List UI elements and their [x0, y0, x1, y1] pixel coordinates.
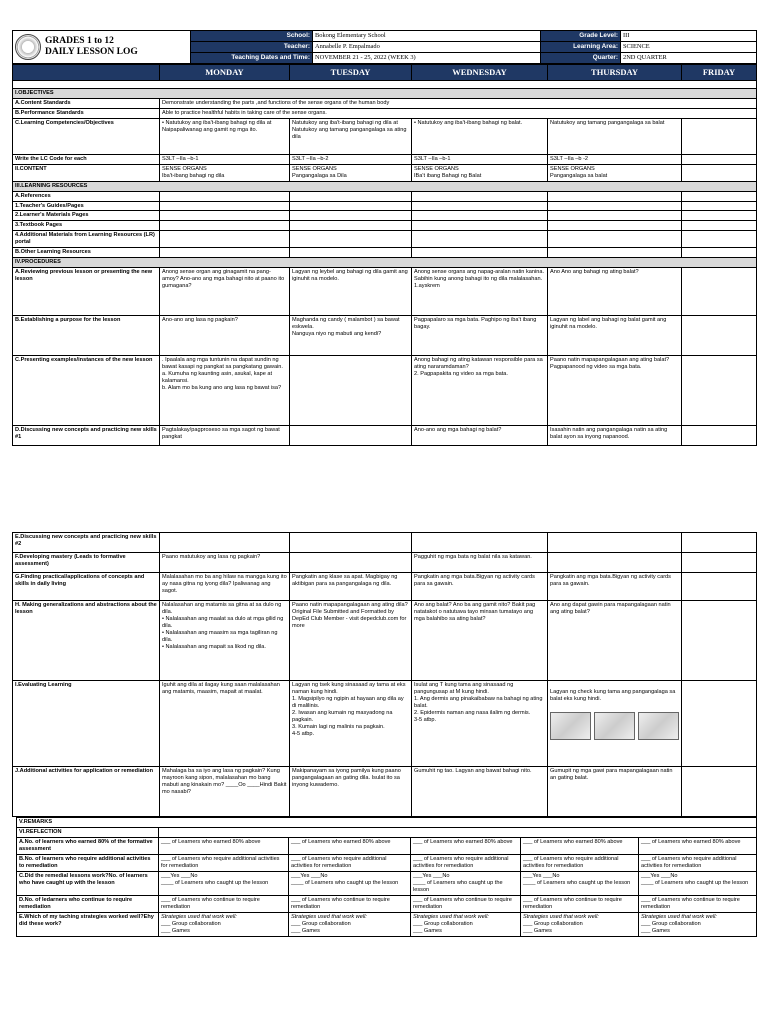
evaluating-cell: Isulat ang T kung tama ang sinasaad ng pangungusap at M kung hindi. 1. Ang dermis ang pinakaibabaw na bahagi ng ating balat. 2. Epidermis naman ang nasa ilalim ng dermis. 3-5 atbp. — [412, 681, 548, 767]
generalization-row — [13, 601, 757, 681]
content-cell: SENSE ORGANS Pangangalaga sa Dila — [290, 164, 412, 181]
lesson-log-page-1 — [12, 30, 756, 446]
reviewing-cell: Anong sense organs ang napag-aralan natin kanina. Sabihin kung anong bahagi ito ng dila malalasahan. 1.ayskrem — [412, 268, 548, 316]
presenting-cell — [290, 356, 412, 426]
school-label: School: — [191, 31, 313, 42]
generalization-cell: Ano ang dapat gawin para mapangalagaan natin ang ating balat? — [548, 601, 682, 681]
generalization-cell: Ano ang balat? Ano ba ang gamit nito? Bakit pag natatakot o natutuwa tayo minsan tumatayo ang mga balahibo sa ating balat? — [412, 601, 548, 681]
materials-label: 2.Learner's Materials Pages — [13, 211, 160, 221]
performance-standards-value: Able to practice healthful habits in taking care of the sense organs. — [160, 108, 757, 118]
lc-code-cell: S3LT –IIa –b-1 — [160, 154, 290, 164]
grade-label: Grade Level: — [541, 31, 621, 42]
logo-cell — [13, 31, 191, 64]
discussing-cell: Pagtalakay/pagproseso sa mga sagot ng bawat pangkat — [160, 426, 290, 446]
reviewing-row — [13, 268, 757, 316]
day-thursday: THURSDAY — [548, 65, 682, 81]
day-header-row — [13, 65, 757, 81]
additional-cell: Mahalaga ba sa iyo ang lasa ng pagkain? Kung mayroon kang sipon, malalasahan mo bang mabuti ang kinakain mo? ____Oo ____Hindi Bakit mo nasabi? — [160, 767, 290, 817]
discussing-cell — [290, 426, 412, 446]
mastery-row — [13, 553, 757, 573]
dates-value: NOVEMBER 21 - 25, 2022 (WEEK 3) — [313, 53, 541, 64]
teacher-value: Annabelle P. Empalmado — [313, 42, 541, 53]
practical-cell: Pangkatin ang mga bata.Bigyan ng activity cards para sa gawain. — [548, 573, 682, 601]
reflection-b-row: B.No. of learners who require additional activities to remediation ___ of Learners who require additional activities for remediation ___ of Learners who require additional activities for remediation ___ of Learners who require additional activities for remediation ___ of Learners who require additional activities for remediation ___ of Learners who require additional activities for remediation — [17, 854, 757, 871]
reflection-heading: VI.REFLECTION — [17, 827, 159, 837]
evaluating-cell-thursday: Lagyan ng check kung tama ang pangangalaga sa balat eks kung hindi. — [548, 681, 682, 767]
competencies-label: C.Learning Competencies/Objectives — [13, 118, 160, 154]
generalization-label: H. Making generalizations and abstractions about the lesson — [13, 601, 160, 681]
additional-cell: Makipanayam sa iyong pamilya kung paano pangangalagaan an gating dila. Isulat ito sa inyong kuwaderno. — [290, 767, 412, 817]
resources-heading: III.LEARNING RESOURCES — [13, 181, 757, 191]
guides-label: 1.Teacher's Guides/Pages — [13, 201, 160, 211]
purpose-label: B.Establishing a purpose for the lesson — [13, 316, 160, 356]
school-value: Bokong Elementary School — [313, 31, 541, 42]
discussing-label: D.Discussing new concepts and practicing new skills #1 — [13, 426, 160, 446]
document-title: GRADES 1 to 12 DAILY LESSON LOG — [45, 35, 138, 57]
presenting-cell: Paano natin mapapangalagaan ang ating balat? Pagpapanood ng video sa mga bata. — [548, 356, 682, 426]
day-wednesday: WEDNESDAY — [412, 65, 548, 81]
generalization-cell: Paano natin mapapangalagaan ang ating dila? Original File Submitted and Formatted by DepEd Club Member - visit depedclub.com for more — [290, 601, 412, 681]
header-table — [12, 30, 757, 64]
deped-seal-icon — [15, 34, 41, 60]
evaluating-cell: Iguhit ang dila at ilagay kung saan malalasahan ang matamis, maasim, mapait at maalat. — [160, 681, 290, 767]
content-cell: SENSE ORGANS Iba't-ibang bahagi ng dila — [160, 164, 290, 181]
reviewing-cell — [682, 268, 757, 316]
teacher-label: Teacher: — [191, 42, 313, 53]
lc-code-cell: S3LT –IIa –b -2 — [548, 154, 682, 164]
remarks-heading: V.REMARKS — [17, 818, 757, 828]
content-row — [13, 164, 757, 181]
quarter-value: 2ND QUARTER — [621, 53, 757, 64]
mastery-cell — [682, 553, 757, 573]
additional-cell: Gumupit ng mga gawi para mapangalagaan natin an gating balat. — [548, 767, 682, 817]
lc-code-cell: S3LT –IIa –b-1 — [412, 154, 548, 164]
evaluating-cell: Lagyan ng tsek kung sinasaad ay tama at eks naman kung hindi. 1. Magsipilyo ng ngipin at hayaan ang dila ay di malilinis. 2. Iwasan ang kumain ng masyadong na pagkain. 3. Kumain lagi ng malinis na pagkain. 4-5 atbp. — [290, 681, 412, 767]
additional-row — [13, 767, 757, 817]
reflection-c-row: C.Did the remedial lessons work?No. of learners who have caught up with the lesson ___Yes ___No ____ of Learners who caught up the lesson ___Yes ___No ____ of Learners who caught up the lesson ___Yes ___No ____ of Learners who caught up the lesson ___Yes ___No ____ of Learners who caught up the lesson ___Yes ___No ____ of Learners who caught up the lesson — [17, 871, 757, 895]
textbook-label: 3.Textbook Pages — [13, 221, 160, 231]
purpose-row — [13, 316, 757, 356]
lc-code-row — [13, 154, 757, 164]
references-label: A.References — [13, 191, 160, 201]
area-label: Learning Area: — [541, 42, 621, 53]
practical-cell: Pangkatin ang klase sa apat. Magbigay ng aktibigan para sa pangangalaga ng dila. — [290, 573, 412, 601]
discussing-row — [13, 426, 757, 446]
generalization-cell: Nalalasahan ang matamis sa gitna at sa dulo ng dila. • Nalalasahan ang maalat sa dulo at mga gilid ng dila. • Nalalasahan ang maasim sa mga tagiliran ng dila. • Nalalasahan ang mapait sa likod ng dila. — [160, 601, 290, 681]
discussing-cell: Isasahin natin ang pangangalaga natin sa ating balat ayon sa inyong napanood. — [548, 426, 682, 446]
procedures-heading: IV.PROCEDURES — [13, 258, 757, 268]
mastery-label: F.Developing mastery (Leads to formative assessment) — [13, 553, 160, 573]
lc-code-cell: S3LT –IIa –b-2 — [290, 154, 412, 164]
reviewing-cell: Lagyan ng leybel ang bahagi ng dila gamit ang iginuhit na modelo. — [290, 268, 412, 316]
other-resources-label: B.Other Learning Resources — [13, 248, 160, 258]
content-standards-value: Demonstrate understanding the parts ,and functions of the sense organs of the human body — [160, 98, 757, 108]
practical-cell: Malalasahan mo ba ang hilaw na mangga kung ito ay nasa gitna ng iyong dila? Ipaliwanag ang sagot. — [160, 573, 290, 601]
competency-cell: • Natutukoy ang iba't-ibang bahagi ng dila at Naipapaliwanag ang gamit ng mga ito. — [160, 118, 290, 154]
performance-standards-label: B.Performance Standards — [13, 108, 160, 118]
reflection-table — [16, 817, 757, 937]
additional-label: J.Additional activities for application or remediation — [13, 767, 160, 817]
lc-code-label: Write the LC Code for each — [13, 154, 160, 164]
reflection-a-row: A.No. of learners who earned 80% of the formative assessment ___ of Learners who earned 80% above ___ of Learners who earned 80% above ___ of Learners who earned 80% above ___ of Learners who earned 80% above ___ of Learners who earned 80% above — [17, 837, 757, 854]
lesson-log-page-2 — [12, 532, 756, 937]
competency-cell: • Natutukoy ang iba't-ibang bahagi ng balat. — [412, 118, 548, 154]
care-illustrations-image — [550, 712, 679, 740]
lc-code-cell — [682, 154, 757, 164]
dates-label: Teaching Dates and Time: — [191, 53, 313, 64]
discussing-cell: Ano-ano ang mga bahagi ng balat? — [412, 426, 548, 446]
competency-cell: Natutukoy ang iba't-ibang bahagi ng dila at Natutukoy ang tamang pangangalaga sa ating dila — [290, 118, 412, 154]
generalization-cell — [682, 601, 757, 681]
day-monday: MONDAY — [160, 65, 290, 81]
purpose-cell: Pagpapalaro sa mga bata. Paghipo ng iba't ibang bagay. — [412, 316, 548, 356]
purpose-cell: Maghanda ng candy ( malambot ) sa bawat eskwela. Nanguya niyo ng mabuti ang kendi? — [290, 316, 412, 356]
purpose-cell: Lagyan ng label ang bahagi ng balat gamit ang iginuhit na modelo. — [548, 316, 682, 356]
reflection-d-row: D.No. of ledarners who continue to require remediation ___ of Learners who continue to require remediation ___ of Learners who continue to require remediation ___ of Learners who continue to require remediation ___ of Learners who continue to require remediation ___ of Learners who continue to require remediation — [17, 895, 757, 912]
quarter-label: Quarter: — [541, 53, 621, 64]
presenting-cell: Anong bahagi ng ating katawan responsible para sa ating nararamdaman? 2. Pagpapakita ng video sa mga bata. — [412, 356, 548, 426]
content-cell: SENSE ORGANS IBa't ibang Bahagi ng Balat — [412, 164, 548, 181]
reviewing-label: A.Reviewing previous lesson or presenting the new lesson — [13, 268, 160, 316]
presenting-cell — [682, 356, 757, 426]
mastery-cell — [548, 553, 682, 573]
area-value: SCIENCE — [621, 42, 757, 53]
content-cell: SENSE ORGANS Pangangalaga sa balat — [548, 164, 682, 181]
evaluating-row — [13, 681, 757, 767]
practical-cell: Pangkatin ang mga bata.Bigyan ng activity cards para sa gawain. — [412, 573, 548, 601]
day-friday: FRIDAY — [682, 65, 757, 81]
presenting-label: C.Presenting examples/instances of the new lesson — [13, 356, 160, 426]
practical-label: G.Finding practical/applications of concepts and skills in daily living — [13, 573, 160, 601]
content-label: II.CONTENT — [13, 164, 160, 181]
mastery-cell: Pagguhit ng mga bata ng balat nila sa katawan. — [412, 553, 548, 573]
grade-value: III — [621, 31, 757, 42]
practical-row — [13, 573, 757, 601]
objectives-heading: I.OBJECTIVES — [13, 88, 757, 98]
presenting-cell: . Ipaalala ang mga tuntunin na dapat sundin ng bawat kasapi ng pangkat sa pangkatang gawain. a. Kumuha ng kaunting asin, asukal, kape at kalamansi. b. Alam mo ba kung ano ang lasa ng bawat isa? — [160, 356, 290, 426]
lesson-table-2 — [12, 532, 757, 817]
additional-cell — [682, 767, 757, 817]
competency-cell: Natutukoy ang tamang pangangalaga sa balat — [548, 118, 682, 154]
lesson-table-1 — [12, 64, 757, 446]
additional-cell: Gumuhit ng tao. Lagyan ang bawat bahagi nito. — [412, 767, 548, 817]
evaluating-label: I.Evaluating Learning — [13, 681, 160, 767]
additional-materials-label: 4.Additional Materials from Learning Resources (LR) portal — [13, 231, 160, 248]
reviewing-cell: Anong sense organ ang ginagamit na pang-amoy? Ano-ano ang mga bahagi nito at paano ito gumagana? — [160, 268, 290, 316]
practical-cell — [682, 573, 757, 601]
reviewing-cell: Ano Ano ang bahagi ng ating balat? — [548, 268, 682, 316]
purpose-cell — [682, 316, 757, 356]
purpose-cell: Ano-ano ang lasa ng pagkain? — [160, 316, 290, 356]
discussing-cell — [682, 426, 757, 446]
day-tuesday: TUESDAY — [290, 65, 412, 81]
discussing2-label: E.Discussing new concepts and practicing new skills #2 — [13, 533, 160, 553]
content-cell — [682, 164, 757, 181]
content-standards-label: A.Content Standards — [13, 98, 160, 108]
evaluating-cell — [682, 681, 757, 767]
reflection-e-row: E.Which of my taching strategies worked well?Ehy did these work? Strategies used that work well: ___ Group collaboration ___ Games Strategies used that work well: ___ Group collaboration ___ Games Strategies used that work well: ___ Group collaboration ___ Games Strategies used that work well: ___ Group collaboration ___ Games Strategies used that work well: ___ Group collaboration ___ Games — [17, 912, 757, 936]
mastery-cell — [290, 553, 412, 573]
competency-cell — [682, 118, 757, 154]
competencies-row — [13, 118, 757, 154]
mastery-cell: Paano matutukoy ang lasa ng pagkain? — [160, 553, 290, 573]
presenting-row — [13, 356, 757, 426]
